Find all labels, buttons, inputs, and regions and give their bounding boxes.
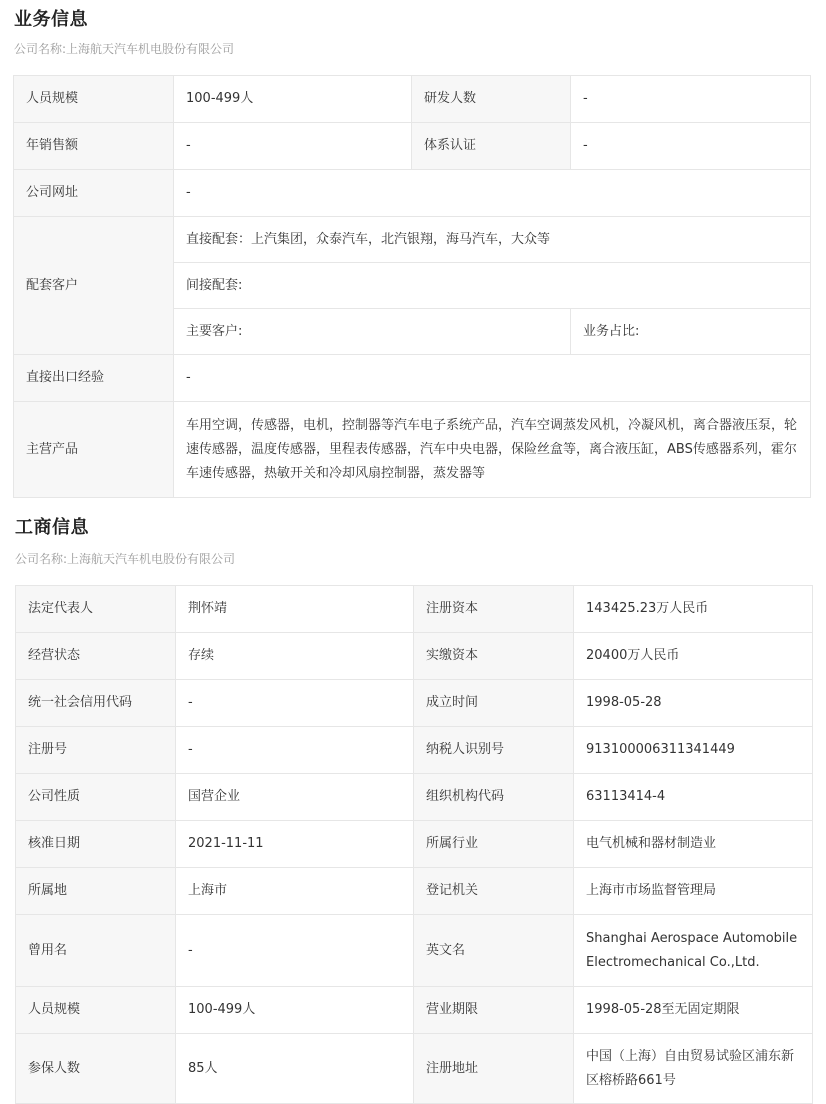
commerce-info-table <box>15 585 813 1104</box>
export-label: 直接出口经验 <box>14 355 174 402</box>
main-products-value: 车用空调，传感器，电机，控制器等汽车电子系统产品，汽车空调蒸发风机，冷凝风机，离合器液压泵，轮速传感器，温度传感器，里程表传感器，汽车中央电器，保险丝盒等，离合液压缸，ABS传感器系列，霍尔车速传感器，热敏开关和冷却风扇控制器，蒸发器等 <box>174 402 811 498</box>
registered-capital-label: 注册资本 <box>414 586 574 633</box>
org-code-value: 63113414-4 <box>574 774 813 821</box>
company-type-label: 公司性质 <box>16 774 176 821</box>
reg-authority-value: 上海市市场监督管理局 <box>574 868 813 915</box>
rd-count-label: 研发人数 <box>412 76 571 123</box>
business-info-table <box>13 75 811 498</box>
industry-label: 所属行业 <box>414 821 574 868</box>
staff-size-label-2: 人员规模 <box>16 987 176 1034</box>
approval-date-label: 核准日期 <box>16 821 176 868</box>
website-label: 公司网址 <box>14 170 174 217</box>
english-name-value: Shanghai Aerospace Automobile Electromechanical Co.,Ltd. <box>574 915 813 987</box>
staff-size-value-2: 100-499人 <box>176 987 414 1034</box>
system-cert-label: 体系认证 <box>412 123 571 170</box>
legal-rep-value: 荆怀靖 <box>176 586 414 633</box>
website-value: - <box>174 170 811 217</box>
former-name-label: 曾用名 <box>16 915 176 987</box>
business-status-value: 存续 <box>176 633 414 680</box>
business-status-label: 经营状态 <box>16 633 176 680</box>
english-name-label: 英文名 <box>414 915 574 987</box>
reg-number-label: 注册号 <box>16 727 176 774</box>
legal-rep-label: 法定代表人 <box>16 586 176 633</box>
paid-capital-label: 实缴资本 <box>414 633 574 680</box>
annual-sales-label: 年销售额 <box>14 123 174 170</box>
org-code-label: 组织机构代码 <box>414 774 574 821</box>
founded-date-value: 1998-05-28 <box>574 680 813 727</box>
insured-count-value: 85人 <box>176 1034 414 1104</box>
main-customers: 主要客户: <box>174 309 571 355</box>
system-cert-value: - <box>571 123 811 170</box>
export-value: - <box>174 355 811 402</box>
rd-count-value: - <box>571 76 811 123</box>
credit-code-value: - <box>176 680 414 727</box>
staff-size-value: 100-499人 <box>174 76 412 123</box>
main-products-label: 主营产品 <box>14 402 174 498</box>
business-share: 业务占比: <box>571 309 811 355</box>
staff-size-label: 人员规模 <box>14 76 174 123</box>
location-label: 所属地 <box>16 868 176 915</box>
industry-value: 电气机械和器材制造业 <box>574 821 813 868</box>
reg-address-label: 注册地址 <box>414 1034 574 1104</box>
reg-number-value: - <box>176 727 414 774</box>
paid-capital-value: 20400万人民币 <box>574 633 813 680</box>
company-type-value: 国营企业 <box>176 774 414 821</box>
founded-date-label: 成立时间 <box>414 680 574 727</box>
customers-label: 配套客户 <box>14 217 174 355</box>
approval-date-value: 2021-11-11 <box>176 821 414 868</box>
location-value: 上海市 <box>176 868 414 915</box>
business-term-label: 营业期限 <box>414 987 574 1034</box>
former-name-value: - <box>176 915 414 987</box>
business-section-title: 业务信息 <box>14 9 88 30</box>
registered-capital-value: 143425.23万人民币 <box>574 586 813 633</box>
insured-count-label: 参保人数 <box>16 1034 176 1104</box>
taxpayer-id-value: 913100006311341449 <box>574 727 813 774</box>
annual-sales-value: - <box>174 123 412 170</box>
business-term-value: 1998-05-28至无固定期限 <box>574 987 813 1034</box>
reg-address-value: 中国（上海）自由贸易试验区浦东新区榕桥路661号 <box>574 1034 813 1104</box>
indirect-supply: 间接配套: <box>174 263 811 309</box>
credit-code-label: 统一社会信用代码 <box>16 680 176 727</box>
direct-supply: 直接配套：上汽集团，众泰汽车，北汽银翔，海马汽车，大众等 <box>174 217 811 263</box>
commerce-company-name: 公司名称:上海航天汽车机电股份有限公司 <box>15 552 236 566</box>
commerce-section-title: 工商信息 <box>15 517 89 538</box>
taxpayer-id-label: 纳税人识别号 <box>414 727 574 774</box>
business-company-name: 公司名称:上海航天汽车机电股份有限公司 <box>14 42 235 56</box>
reg-authority-label: 登记机关 <box>414 868 574 915</box>
